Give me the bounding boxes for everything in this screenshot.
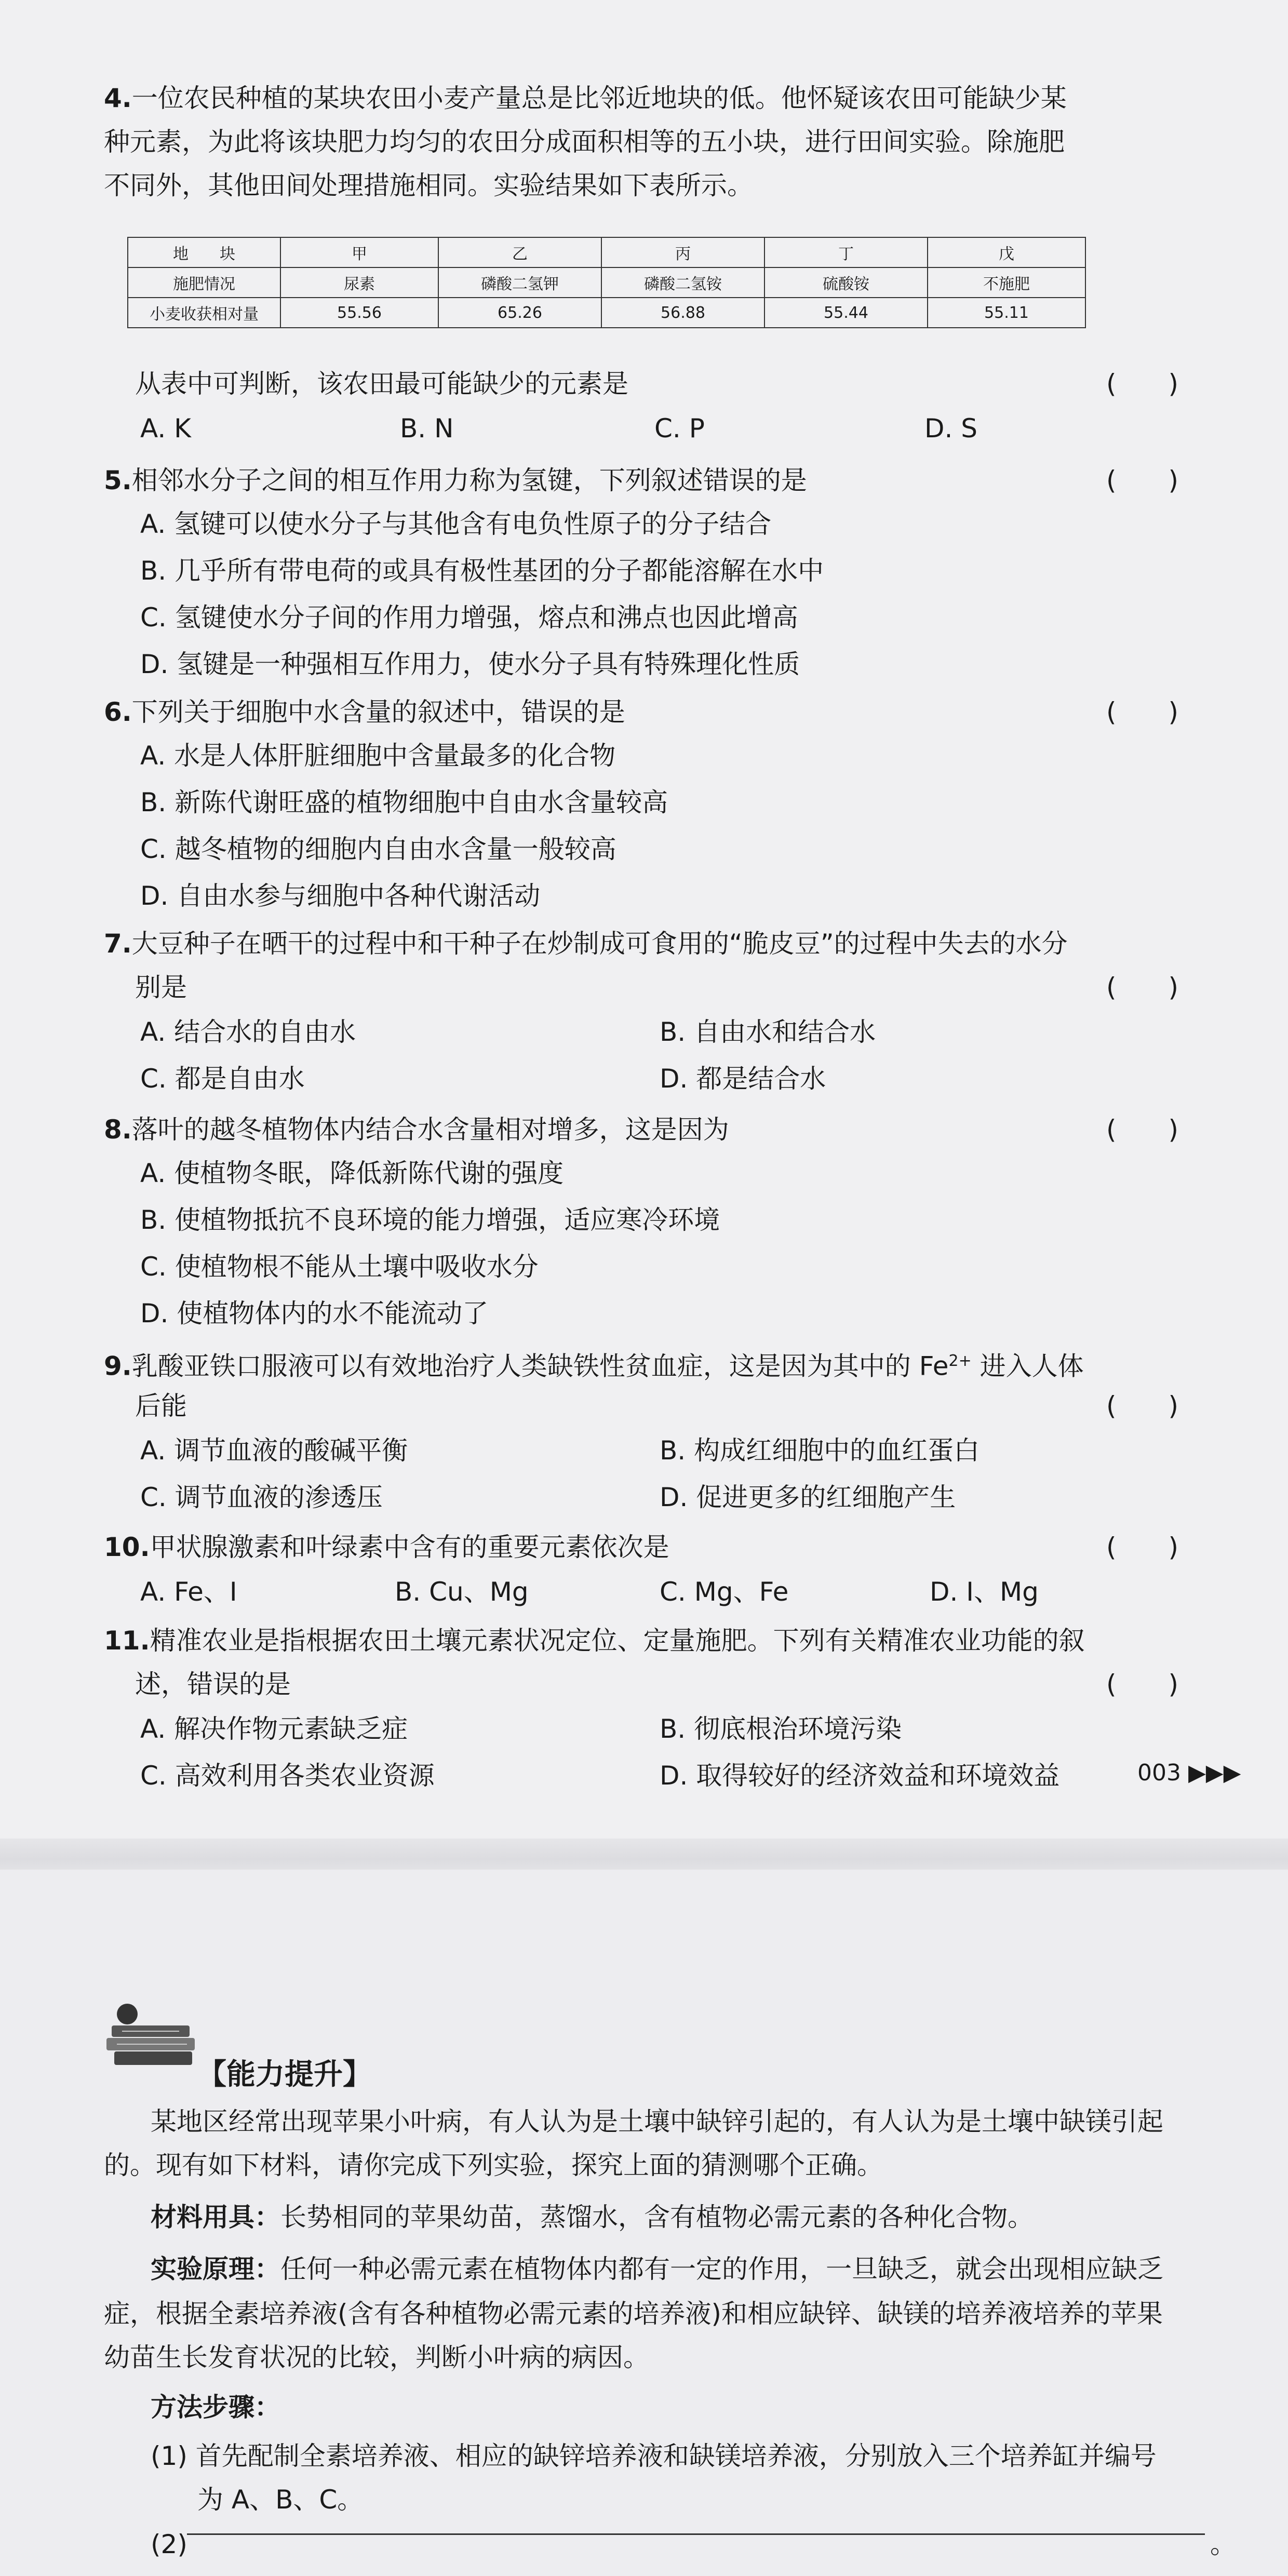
option-a: A. 使植物冬眠，降低新陈代谢的强度 [140, 1158, 564, 1188]
option-a: A. 水是人体肝脏细胞中含量最多的化合物 [140, 741, 616, 771]
experiment-table: 地 块 甲 乙 丙 丁 戊 施肥情况 尿素 磷酸二氢钾 磷酸二氢铵 硫酸铵 不施肥 小麦收获相对量 55.56 65.26 56.88 55.44 55.11 [127, 237, 1086, 328]
question-9-line2: 后能 [135, 1391, 187, 1421]
option-b: B. 构成红细胞中的血红蛋白 [660, 1435, 980, 1466]
option-c: C. 调节血液的渗透压 [140, 1482, 383, 1512]
option-b: B. Cu、Mg [395, 1577, 529, 1607]
answer-blank-line[interactable] [187, 2533, 1205, 2535]
option-a: A. 氢键可以使水分子与其他含有电负性原子的分子结合 [140, 509, 772, 539]
question-4-line3: 不同外，其他田间处理措施相同。实验结果如下表所示。 [104, 170, 753, 200]
question-9-line1: 9.乳酸亚铁口服液可以有效地治疗人类缺铁性贫血症，这是因为其中的 $Fe^{2+}$ 进入人体 [104, 1351, 1084, 1381]
option-c: C. P [654, 413, 705, 444]
question-4-stem: 从表中可判断，该农田最可能缺少的元素是 [135, 369, 628, 399]
answer-bracket: ( ) [1106, 465, 1179, 495]
steps-label: 方法步骤： [151, 2392, 280, 2422]
option-b: B. 几乎所有带电荷的或具有极性基团的分子都能溶解在水中 [140, 556, 824, 586]
question-8-stem: 8.落叶的越冬植物体内结合水含量相对增多，这是因为 [104, 1115, 729, 1145]
option-d: D. 都是结合水 [660, 1064, 826, 1094]
option-a: A. Fe、I [140, 1577, 237, 1607]
page-number: 003 ▶▶▶ [1137, 1760, 1241, 1786]
step-2-label: (2) [151, 2529, 187, 2559]
answer-bracket: ( ) [1106, 1669, 1179, 1699]
option-b: B. 自由水和结合水 [660, 1017, 876, 1047]
question-11-line2: 述，错误的是 [135, 1669, 291, 1699]
answer-bracket: ( ) [1106, 697, 1179, 727]
option-d: D. S [924, 413, 978, 444]
section-title: 【能力提升】 [197, 2058, 372, 2091]
answer-bracket: ( ) [1106, 1391, 1179, 1421]
question-10-stem: 10.甲状腺激素和叶绿素中含有的重要元素依次是 [104, 1532, 669, 1562]
option-d: D. I、Mg [930, 1577, 1039, 1607]
option-c: C. 使植物根不能从土壤中吸收水分 [140, 1252, 539, 1282]
option-c: C. Mg、Fe [660, 1577, 789, 1607]
question-11-line1: 11.精准农业是指根据农田土壤元素状况定位、定量施肥。下列有关精准农业功能的叙 [104, 1626, 1085, 1656]
option-a: A. 解决作物元素缺乏症 [140, 1714, 408, 1744]
step-2-end: 。 [1210, 2529, 1236, 2559]
principle-line1: 实验原理：任何一种必需元素在植物体内都有一定的作用，一旦缺乏，就会出现相应缺乏 [151, 2254, 1163, 2284]
option-d: D. 氢键是一种强相互作用力，使水分子具有特殊理化性质 [140, 649, 800, 679]
books-icon [101, 2000, 205, 2072]
option-b: B. 使植物抵抗不良环境的能力增强，适应寒冷环境 [140, 1205, 720, 1235]
principle-line3: 幼苗生长发育状况的比较，判断小叶病的病因。 [104, 2342, 649, 2372]
answer-bracket: ( ) [1106, 1532, 1179, 1562]
option-d: D. 自由水参与细胞中各种代谢活动 [140, 881, 541, 911]
option-c: C. 高效利用各类农业资源 [140, 1761, 435, 1791]
option-d: D. 促进更多的红细胞产生 [660, 1482, 956, 1512]
option-b: B. 新陈代谢旺盛的植物细胞中自由水含量较高 [140, 787, 668, 817]
question-7-line2: 别是 [135, 972, 187, 1002]
section-para1: 某地区经常出现苹果小叶病，有人认为是土壤中缺锌引起的，有人认为是土壤中缺镁引起 [151, 2107, 1163, 2137]
materials-line: 材料用具：长势相同的苹果幼苗，蒸馏水，含有植物必需元素的各种化合物。 [151, 2202, 1034, 2232]
question-number: 4. [104, 83, 132, 113]
answer-bracket: ( ) [1106, 1115, 1179, 1145]
option-d: D. 使植物体内的水不能流动了 [140, 1298, 489, 1329]
option-a: A. 调节血液的酸碱平衡 [140, 1435, 408, 1466]
question-7-line1: 7.大豆种子在晒干的过程中和干种子在炒制成可食用的“脆皮豆”的过程中失去的水分 [104, 929, 1068, 959]
option-d: D. 取得较好的经济效益和环境效益 [660, 1761, 1060, 1791]
option-c: C. 越冬植物的细胞内自由水含量一般较高 [140, 834, 616, 864]
principle-line2: 症，根据全素培养液(含有各种植物必需元素的培养液)和相应缺锌、缺镁的培养液培养的苹果 [104, 2299, 1163, 2329]
answer-bracket: ( ) [1106, 972, 1179, 1002]
question-5-stem: 5.相邻水分子之间的相互作用力称为氢键，下列叙述错误的是 [104, 465, 807, 495]
step-1: (1) 首先配制全素培养液、相应的缺锌培养液和缺镁培养液，分别放入三个培养缸并编号 [151, 2441, 1157, 2471]
question-4-line2: 种元素，为此将该块肥力均匀的农田分成面积相等的五小块，进行田间实验。除施肥 [104, 127, 1065, 157]
step-1-cont: 为 A、B、C。 [197, 2485, 364, 2515]
section-para1-cont: 的。现有如下材料，请你完成下列实验，探究上面的猜测哪个正确。 [104, 2150, 883, 2180]
question-6-stem: 6.下列关于细胞中水含量的叙述中，错误的是 [104, 697, 625, 727]
option-c: C. 氢键使水分子间的作用力增强，熔点和沸点也因此增高 [140, 602, 798, 633]
answer-bracket: ( ) [1106, 369, 1179, 399]
question-4-line1: 4.一位农民种植的某块农田小麦产量总是比邻近地块的低。他怀疑该农田可能缺少某 [104, 83, 1067, 113]
option-b: B. 彻底根治环境污染 [660, 1714, 902, 1744]
option-a: A. K [140, 413, 191, 444]
option-a: A. 结合水的自由水 [140, 1017, 356, 1047]
option-b: B. N [400, 413, 454, 444]
option-c: C. 都是自由水 [140, 1064, 305, 1094]
